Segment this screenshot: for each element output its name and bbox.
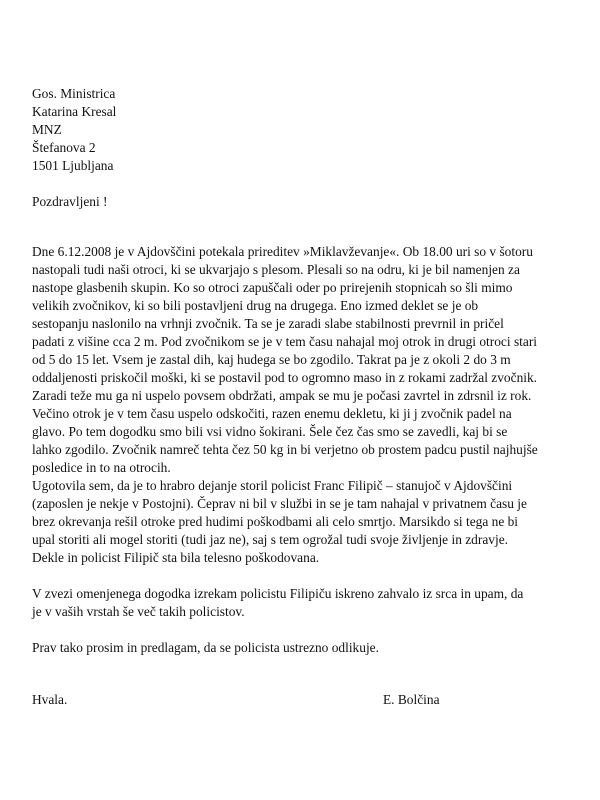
- body-line: nastopali tudi naši otroci, ki se ukvarjajo s plesom. Plesali so na odru, ki je bil namenjen za: [32, 262, 520, 277]
- body-line: Dekle in policist Filipič sta bila telesno poškodovana.: [32, 550, 320, 565]
- address-line-recipient-title: Gos. Ministrica: [32, 86, 116, 101]
- body-line: (zaposlen je nekje v Postojni). Čeprav ni bil v službi in se je tam nahajal v privatnem času je: [32, 496, 527, 511]
- thanks-line: je v vaših vrstah še več takih policistov.: [32, 604, 245, 619]
- body-line: oddaljenosti priskočil moški, ki se postavil pod to ogromno maso in z rokami zadržal zvočnik.: [32, 370, 538, 385]
- body-line: sestopanju naslonilo na vrhnji zvočnik. Ta se je zaradi slabe stabilnosti prevrnil in pričel: [32, 316, 504, 331]
- body-line: glavo. Po tem dogodku smo bili vsi vidno šokirani. Šele čez čas smo se zavedli, kaj bi se: [32, 424, 508, 439]
- address-line-city: 1501 Ljubljana: [32, 158, 114, 173]
- body-line: brez okrevanja rešil otroke pred hudimi poškodbami ali celo smrtjo. Marsikdo si tega ne bi: [32, 514, 519, 529]
- body-line: Ugotovila sem, da je to hrabro dejanje storil policist Franc Filipič – stanujoč v Ajdovščini: [32, 478, 513, 493]
- signature: E. Bolčina: [383, 692, 440, 707]
- closing: Hvala.: [32, 692, 68, 707]
- body-line: Večino otrok je v tem času uspelo odskočiti, razen enemu dekletu, ki ji j zvočnik padel na: [32, 406, 512, 421]
- body-line: Dne 6.12.2008 je v Ajdovščini potekala prireditev »Miklavževanje«. Ob 18.00 uri so v šotoru: [32, 244, 533, 259]
- body-line: velikih zvočnikov, ki so bili postavljeni drug na drugega. Eno izmed deklet se je ob: [32, 298, 479, 313]
- body-line: upal storiti ali mogel storiti (tudi jaz ne), saj s tem ogrožal tudi svoje življenje in zdravje.: [32, 532, 508, 547]
- body-line: nastope glasbenih skupin. Ko so otroci zapuščali oder po prirejenih stopnicah so šli mimo: [32, 280, 513, 295]
- thanks-line: V zvezi omenjenega dogodka izrekam policistu Filipiču iskreno zahvalo iz srca in upam, da: [32, 586, 524, 601]
- greeting: Pozdravljeni !: [32, 194, 108, 209]
- body-line: od 5 do 15 let. Vsem je zastal dih, kaj hudega se bo zgodilo. Takrat pa je z okoli 2 do 3 m: [32, 352, 511, 367]
- address-line-street: Štefanova 2: [32, 140, 96, 155]
- body-line: Zaradi teže mu ga ni uspelo povsem obdržati, ampak se mu je počasi zavrtel in zdrsnil iz rok.: [32, 388, 532, 403]
- body-line: padati z višine cca 2 m. Pod zvočnikom se je v tem času nahajal moj otrok in drugi otroci stari: [32, 334, 537, 349]
- address-line-recipient-name: Katarina Kresal: [32, 104, 117, 119]
- address-line-ministry: MNZ: [32, 122, 62, 137]
- body-line: lahko zgodilo. Zvočnik namreč tehta čez 50 kg in bi verjetno ob prostem padcu pustil najhujše: [32, 442, 538, 457]
- request-line: Prav tako prosim in predlagam, da se policista ustrezno odlikuje.: [32, 640, 379, 655]
- body-line: posledice in to na otrocih.: [32, 460, 171, 475]
